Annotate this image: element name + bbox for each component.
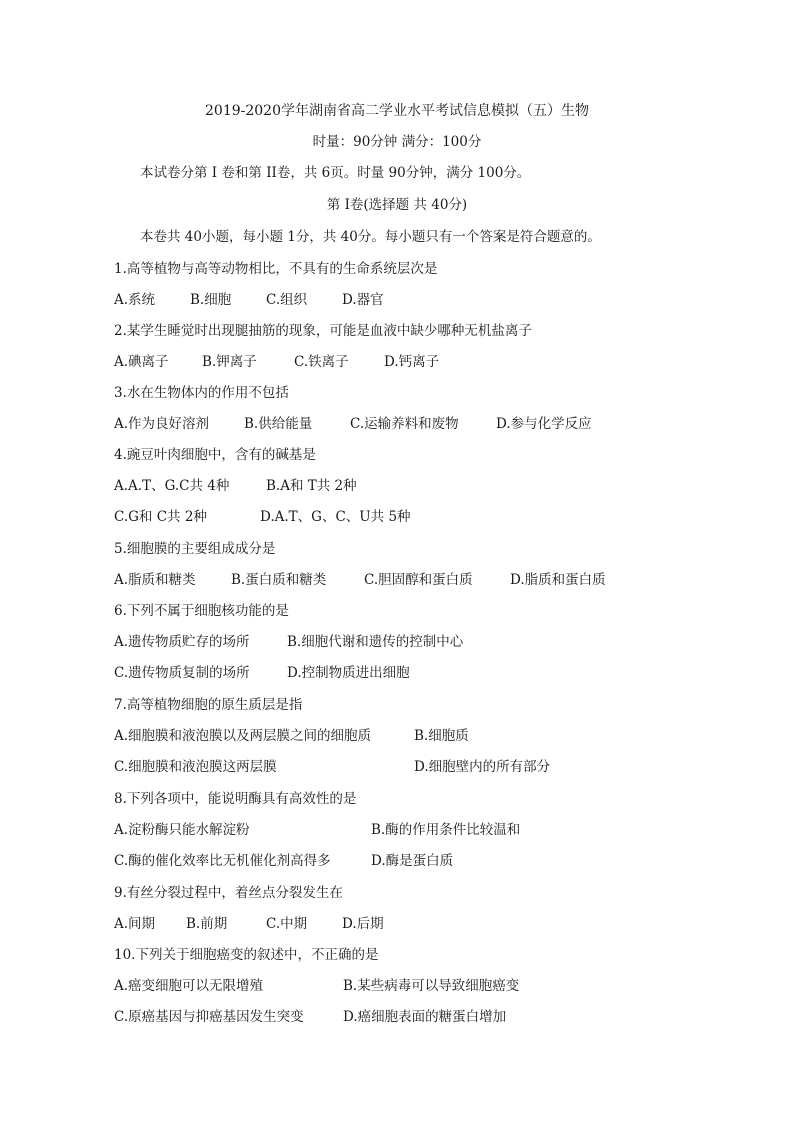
question-stem: 6.下列不属于细胞核功能的是 xyxy=(114,603,289,619)
answer-option: C.G和 C共 2种 xyxy=(114,509,207,525)
section-heading: 第 I卷(选择题 共 40分) xyxy=(326,197,468,213)
answer-option: C.铁离子 xyxy=(294,354,349,370)
question-stem: 4.豌豆叶肉细胞中，含有的碱基是 xyxy=(114,447,316,463)
question-stem: 7.高等植物细胞的原生质层是指 xyxy=(114,697,303,713)
question-stem: 8.下列各项中，能说明酶具有高效性的是 xyxy=(114,791,357,807)
answer-option: C.原癌基因与抑癌基因发生突变 xyxy=(114,1009,304,1025)
answer-option: B.前期 xyxy=(186,916,228,932)
answer-option: A.淀粉酶只能水解淀粉 xyxy=(114,822,250,838)
answer-option: D.A.T、G、C、U共 5种 xyxy=(260,509,411,525)
exam-meta: 时量：90分钟 满分：100分 xyxy=(312,134,482,150)
answer-option: D.癌细胞表面的糖蛋白增加 xyxy=(343,1009,507,1025)
answer-option: B.某些病毒可以导致细胞癌变 xyxy=(343,978,520,994)
answer-option: A.碘离子 xyxy=(114,354,169,370)
answer-option: A.间期 xyxy=(114,916,156,932)
answer-option: D.细胞壁内的所有部分 xyxy=(414,759,551,775)
section-instruction: 本卷共 40小题，每小题 1分，共 40分。每小题只有一个答案是符合题意的。 xyxy=(140,229,601,245)
answer-option: A.系统 xyxy=(114,292,156,308)
question-stem: 1.高等植物与高等动物相比，不具有的生命系统层次是 xyxy=(114,261,438,277)
answer-option: A.A.T、G.C共 4种 xyxy=(114,478,230,494)
answer-option: A.作为良好溶剂 xyxy=(114,416,210,432)
answer-option: D.钙离子 xyxy=(384,354,440,370)
answer-option: B.酶的作用条件比较温和 xyxy=(371,822,521,838)
answer-option: C.中期 xyxy=(266,916,308,932)
answer-option: B.供给能量 xyxy=(244,416,313,432)
answer-option: D.控制物质进出细胞 xyxy=(287,665,410,681)
answer-option: B.细胞代谢和遗传的控制中心 xyxy=(287,634,464,650)
answer-option: B.A和 T共 2种 xyxy=(266,478,357,494)
answer-option: B.细胞 xyxy=(190,292,232,308)
exam-intro: 本试卷分第 I 卷和第 II卷，共 6页。时量 90分钟，满分 100分。 xyxy=(140,165,531,181)
answer-option: B.细胞质 xyxy=(414,728,469,744)
exam-title: 2019-2020学年湖南省高二学业水平考试信息模拟（五）生物 xyxy=(205,103,589,119)
answer-option: A.癌变细胞可以无限增殖 xyxy=(114,978,264,994)
answer-option: B.蛋白质和糖类 xyxy=(231,572,327,588)
answer-option: D.器官 xyxy=(342,292,384,308)
answer-option: D.后期 xyxy=(342,916,384,932)
answer-option: A.脂质和糖类 xyxy=(114,572,196,588)
answer-option: D.参与化学反应 xyxy=(496,416,592,432)
question-stem: 3.水在生物体内的作用不包括 xyxy=(114,385,289,401)
answer-option: A.细胞膜和液泡膜以及两层膜之间的细胞质 xyxy=(114,728,372,744)
answer-option: D.脂质和蛋白质 xyxy=(510,572,606,588)
question-stem: 10.下列关于细胞癌变的叙述中，不正确的是 xyxy=(114,947,379,963)
answer-option: C.胆固醇和蛋白质 xyxy=(364,572,473,588)
answer-option: B.钾离子 xyxy=(202,354,257,370)
question-stem: 5.细胞膜的主要组成成分是 xyxy=(114,541,276,557)
answer-option: C.细胞膜和液泡膜这两层膜 xyxy=(114,759,277,775)
answer-option: C.组织 xyxy=(266,292,308,308)
answer-option: C.运输养料和废物 xyxy=(350,416,459,432)
answer-option: C.酶的催化效率比无机催化剂高得多 xyxy=(114,853,331,869)
answer-option: C.遗传物质复制的场所 xyxy=(114,665,250,681)
answer-option: A.遗传物质贮存的场所 xyxy=(114,634,250,650)
answer-option: D.酶是蛋白质 xyxy=(371,853,454,869)
question-stem: 2.某学生睡觉时出现腿抽筋的现象，可能是血液中缺少哪种无机盐离子 xyxy=(114,323,532,339)
question-stem: 9.有丝分裂过程中，着丝点分裂发生在 xyxy=(114,885,343,901)
